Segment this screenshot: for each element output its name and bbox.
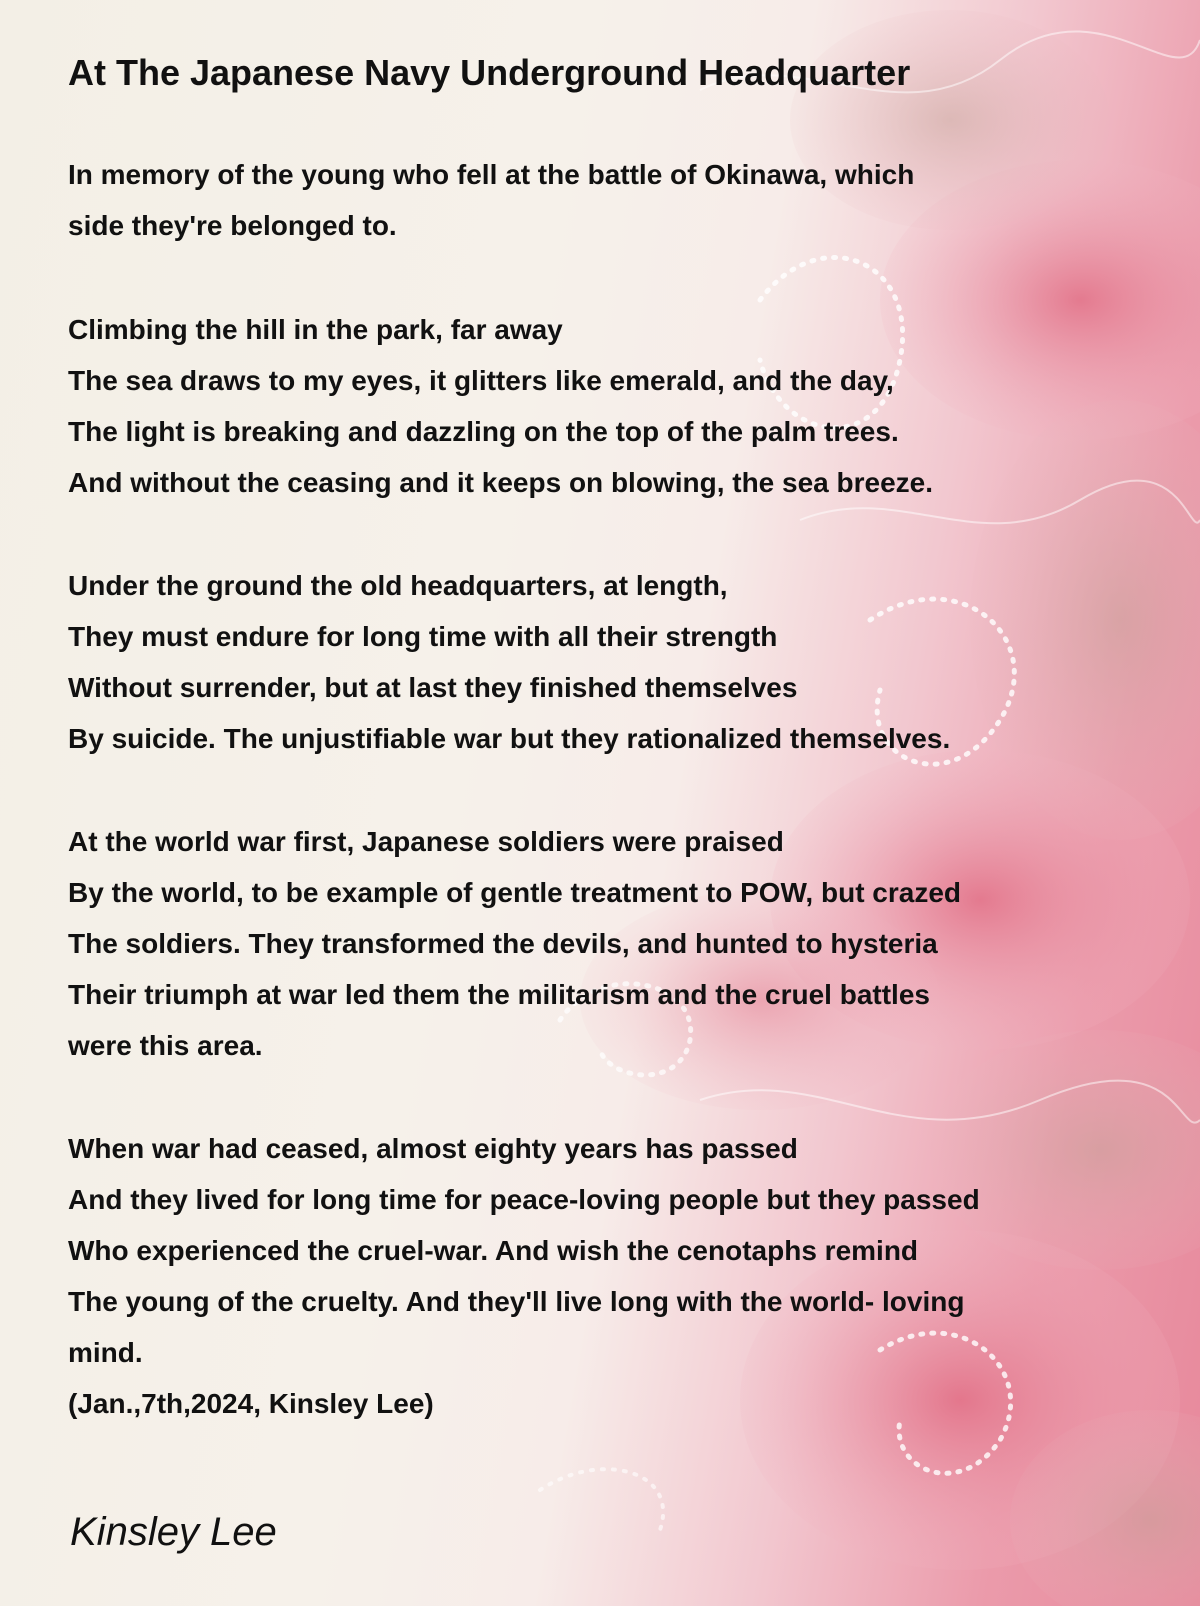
poem-line: At the world war first, Japanese soldiers were praised: [68, 826, 784, 857]
poem-line: And they lived for long time for peace-loving people but they passed: [68, 1184, 980, 1215]
poem-line: mind.: [68, 1337, 143, 1368]
poem-line: In memory of the young who fell at the battle of Okinawa, which: [68, 159, 915, 190]
poem-line: The soldiers. They transformed the devils, and hunted to hysteria: [68, 928, 938, 959]
poem-line: Their triumph at war led them the militarism and the cruel battles: [68, 979, 930, 1010]
poem-line: By the world, to be example of gentle treatment to POW, but crazed: [68, 877, 962, 908]
poem-line: By suicide. The unjustifiable war but they rationalized themselves.: [68, 723, 951, 754]
poem-line: The young of the cruelty. And they'll live long with the world- loving: [68, 1286, 965, 1317]
poem-line: The sea draws to my eyes, it glitters like emerald, and the day,: [68, 365, 894, 396]
poem-line: Who experienced the cruel-war. And wish the cenotaphs remind: [68, 1235, 919, 1266]
poem-line: side they're belonged to.: [68, 210, 397, 241]
poem-line: were this area.: [68, 1030, 263, 1061]
poem-line: They must endure for long time with all their strength: [68, 621, 778, 652]
poem-title: At The Japanese Navy Underground Headquarter: [68, 52, 911, 93]
poem-line: And without the ceasing and it keeps on blowing, the sea breeze.: [68, 467, 934, 498]
poem-line: The light is breaking and dazzling on the top of the palm trees.: [68, 416, 899, 447]
poem-line: When war had ceased, almost eighty years has passed: [68, 1133, 798, 1164]
poem-date-signature: (Jan.,7th,2024, Kinsley Lee): [68, 1388, 434, 1419]
poem-line: Climbing the hill in the park, far away: [68, 314, 563, 345]
poem-line: Without surrender, but at last they finished themselves: [68, 672, 798, 703]
poem-line: Under the ground the old headquarters, at length,: [68, 570, 728, 601]
author-name: Kinsley Lee: [70, 1510, 277, 1554]
